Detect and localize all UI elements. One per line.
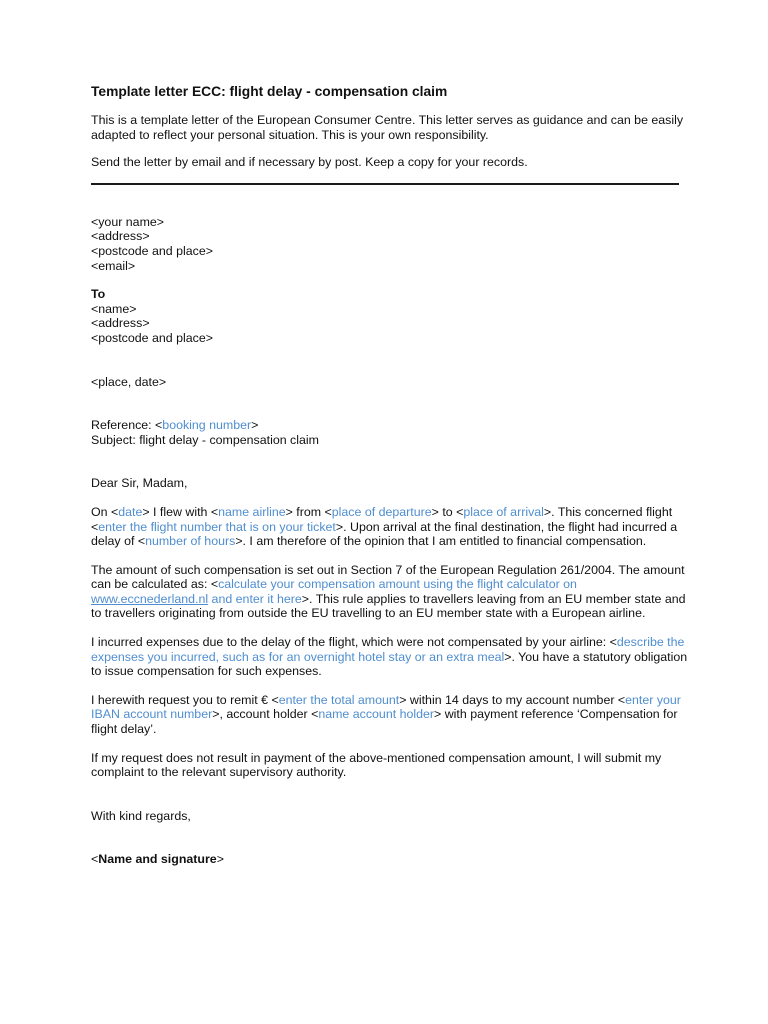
para1-text: On <	[91, 504, 119, 519]
reference-close: >	[251, 418, 259, 433]
flight-number-placeholder: enter the flight number that is on your ticket	[98, 519, 336, 534]
closing: With kind regards,	[91, 808, 191, 823]
intro-paragraph: This is a template letter of the European Consumer Centre. This letter serves as guidance and can be easily adapted to reflect your personal situation. This is your own responsibility.	[91, 113, 684, 142]
para1-text: > from <	[285, 504, 332, 519]
para4-text: I herewith request you to remit € <	[91, 692, 279, 707]
recipient-postcode: <postcode and place>	[91, 330, 213, 345]
para1-text: > I flew with <	[142, 504, 219, 519]
expenses-placeholder: describe the expenses you incurred, such as for an overnight hotel stay or an extra meal	[91, 635, 685, 664]
sender-name: <your name>	[91, 214, 165, 229]
recipient-address: <address>	[91, 316, 150, 331]
signature-line	[91, 852, 688, 867]
recipient-name: <name>	[91, 301, 137, 316]
airline-placeholder: name airline	[218, 504, 286, 519]
para1-text: >. I am therefore of the opinion that I am entitled to financial compensation.	[235, 534, 647, 549]
paragraph-complaint: If my request does not result in payment of the above-mentioned compensation amount, I will submit my complaint to the relevant supervisory authority.	[91, 750, 662, 780]
intro-instructions: Send the letter by email and if necessary by post. Keep a copy for your records.	[91, 155, 528, 170]
para2-text: >. This rule applies to travellers leaving from an EU member state and to travellers originating from outside the EU travelling to an EU member state with a European airline.	[91, 591, 686, 621]
hours-placeholder: number of hours	[145, 534, 236, 549]
signature-label: Name and signature	[98, 852, 217, 867]
document-title: Template letter ECC: flight delay - compensation claim	[91, 84, 448, 99]
reference-block	[91, 418, 688, 447]
arrival-placeholder: place of arrival	[463, 504, 544, 519]
recipient-label: To	[91, 287, 106, 302]
para2-text: The amount of such compensation is set out in Section 7 of the European Regulation 261/2004. The amount can be calculated as: <	[91, 562, 685, 592]
booking-number-placeholder: booking number	[162, 418, 252, 433]
para1-text: >. Upon arrival at the final destination, the flight had incurred a delay of <	[91, 519, 678, 549]
para3-text: >. You have a statutory obligation to issue compensation for such expenses.	[91, 649, 688, 679]
salutation: Dear Sir, Madam,	[91, 476, 188, 491]
signature-open: <	[91, 852, 99, 867]
sender-address: <address>	[91, 229, 150, 244]
reference-line	[91, 418, 688, 433]
para4-text: > with payment reference ‘Compensation for flight delay’.	[91, 707, 678, 737]
para4-text: >, account holder <	[212, 707, 319, 722]
calculation-placeholder: calculate your compensation amount using the flight calculator on	[218, 577, 577, 592]
sender-postcode: <postcode and place>	[91, 243, 213, 258]
paragraph-expenses	[91, 635, 688, 679]
departure-placeholder: place of departure	[331, 504, 432, 519]
paragraph-flight-details	[91, 505, 688, 549]
para1-text: > to <	[431, 504, 464, 519]
total-amount-placeholder: enter the total amount	[278, 692, 400, 707]
sender-email: <email>	[91, 258, 136, 273]
sender-block	[91, 215, 688, 273]
account-holder-placeholder: name account holder	[318, 707, 435, 722]
iban-placeholder: enter your IBAN account number	[91, 692, 681, 722]
header-divider	[91, 183, 679, 185]
signature-close: >	[216, 852, 224, 867]
subject-line: Subject: flight delay - compensation claim	[91, 432, 319, 447]
calculation-placeholder-end: and enter it here	[211, 591, 302, 606]
recipient-block	[91, 287, 688, 345]
para1-text: >. This concerned flight <	[91, 504, 673, 534]
ecc-website-link[interactable]: www.eccnederland.nl	[91, 591, 209, 606]
para3-text: I incurred expenses due to the delay of the flight, which were not compensated by your airline: <	[91, 635, 617, 650]
paragraph-compensation-amount	[91, 563, 688, 621]
paragraph-payment-request	[91, 693, 688, 737]
reference-label: Reference: <	[91, 418, 163, 433]
para4-text: > within 14 days to my account number <	[399, 692, 626, 707]
date-placeholder: date	[118, 504, 143, 519]
place-date: <place, date>	[91, 374, 167, 389]
